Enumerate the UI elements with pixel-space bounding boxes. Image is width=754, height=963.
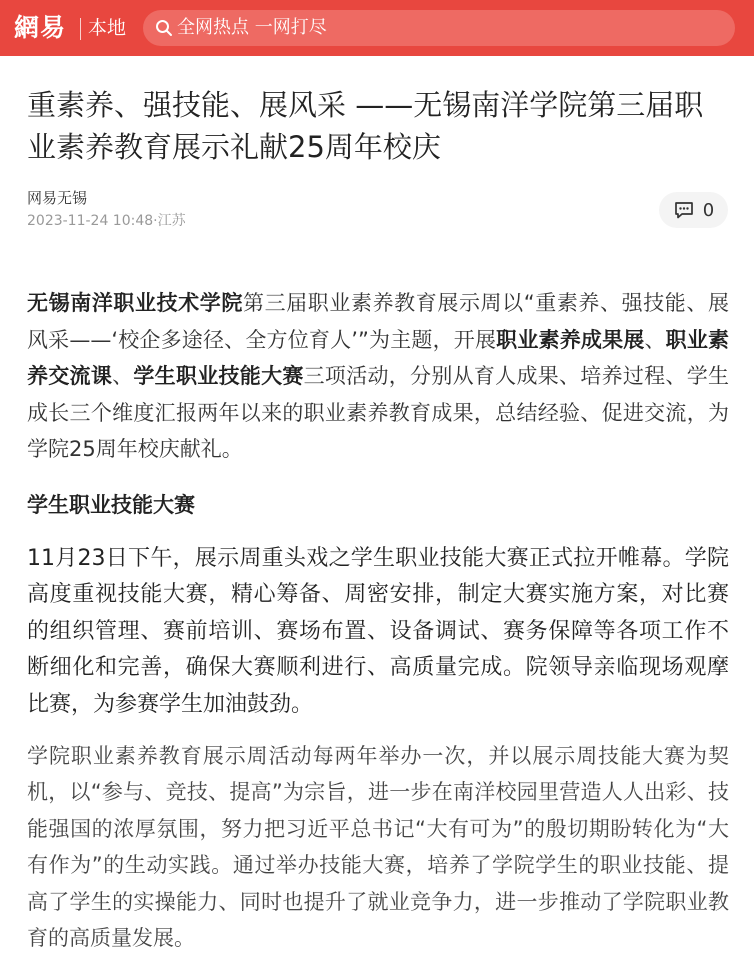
school-name-bold: 无锡南洋职业技术学院 <box>27 291 243 315</box>
article-source[interactable]: 网易无锡 <box>27 189 88 207</box>
local-channel-link[interactable]: 本地 <box>88 17 127 39</box>
netease-logo[interactable]: 網易 <box>14 13 67 42</box>
activity-exhibition-bold: 职业素养成果展 <box>496 327 645 352</box>
search-icon <box>155 19 173 37</box>
search-placeholder: 全网热点 一网打尽 <box>177 17 327 38</box>
article-paragraph-2: 11月23日下午，展示周重头戏之学生职业技能大赛正式拉开帷幕。学院高度重视技能大赛，精心筹备、周密安排，制定大赛实施方案，对比赛的组织管理、赛前培训、赛场布置、设备调试、赛务保障等各项工作不断细化和完善，确保大赛顺利进行、高质量完成。院领导亲临现场观摩比赛，为参赛学生加油鼓劲。 <box>27 546 729 717</box>
section-heading: 学生职业技能大赛 <box>27 493 195 517</box>
search-input[interactable] <box>143 10 735 46</box>
meta-separator: · <box>153 213 158 229</box>
publish-datetime: 2023-11-24 10:48 <box>27 213 154 229</box>
activity-contest-bold: 学生职业技能大赛 <box>133 364 304 389</box>
comment-count: 0 <box>702 199 715 221</box>
logo-divider <box>80 18 81 40</box>
activity-course-bold: 职业素养交流课 <box>27 327 730 389</box>
comment-button[interactable] <box>659 192 728 228</box>
top-bar <box>0 0 754 56</box>
comment-icon <box>673 199 695 221</box>
article-meta <box>27 211 186 231</box>
article-title: 重素养、强技能、展风采 ——无锡南洋学院第三届职业素养教育展示礼献25周年校庆 <box>27 88 704 164</box>
publish-location: 江苏 <box>157 213 186 229</box>
article-paragraph-3: 学院职业素养教育展示周活动每两年举办一次，并以展示周技能大赛为契机，以“参与、竞技、提高”为宗旨，进一步在南洋校园里营造人人出彩、技能强国的浓厚氛围，努力把习近平总书记“大有可为”的殷切期盼转化为“大有作为”的生动实践。通过举办技能大赛，培养了学院学生的职业技能、提高了学生的实操能力、同时也提升了就业竞争力，进一步推动了学院职业教育的高质量发展。 <box>27 744 729 951</box>
article-paragraph-1: 无锡南洋职业技术学院第三届职业素养教育展示周以“重素养、强技能、展风采——‘校企多途径、全方位育人’”为主题，开展职业素养成果展、职业素养交流课、学生职业技能大赛三项活动，分别从育人成果、培养过程、学生成长三个维度汇报两年以来的职业素养教育成果，总结经验、促进交流，为学院25周年校庆献礼。 <box>27 291 730 462</box>
